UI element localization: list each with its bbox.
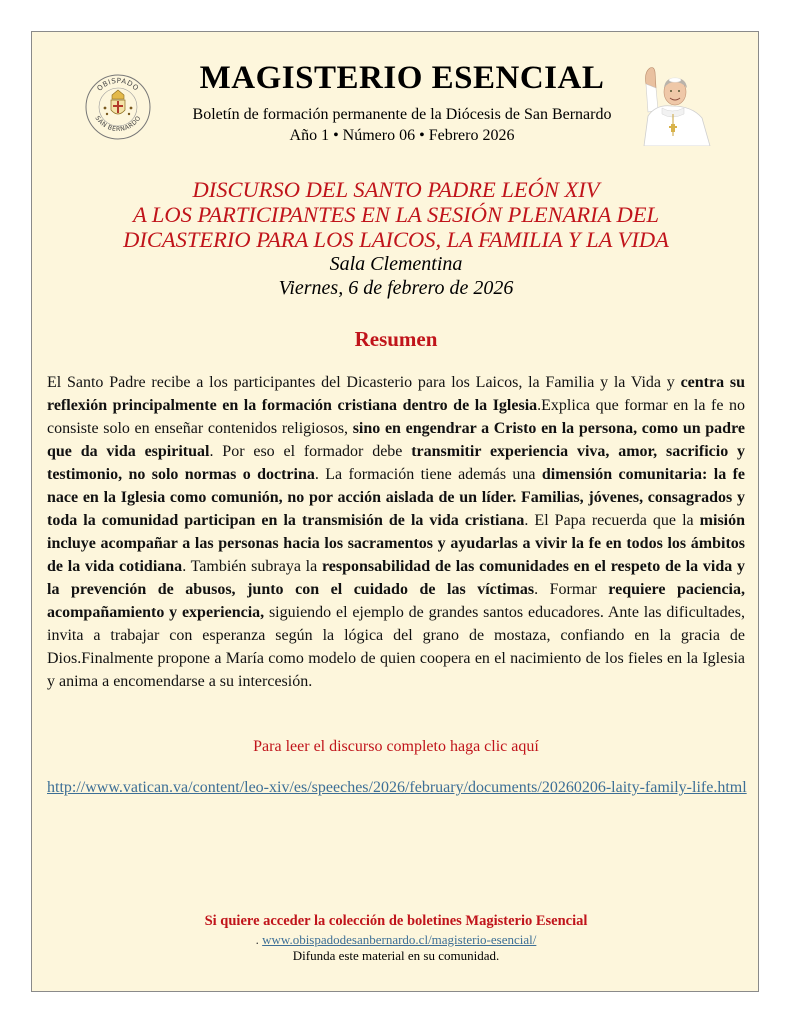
summary-segment: . También subraya la bbox=[182, 558, 322, 575]
summary-segment-bold: dimensión comunitaria: la fe nace en la Iglesia como comunión, no por acción aislada de un líder. Familias, jóvenes, consagrados y toda la comunidad participan en la transmisión de la vida cristiana bbox=[47, 466, 745, 529]
diocesan-seal-icon bbox=[85, 74, 151, 140]
seal-text-bottom: SAN BERNARDO bbox=[93, 114, 143, 134]
summary-heading: Resumen bbox=[354, 327, 438, 351]
discourse-venue: Sala Clementina bbox=[329, 253, 463, 275]
summary-segment-bold: centra su reflexión principalmente en la formación cristiana dentro de la Iglesia bbox=[47, 374, 746, 414]
summary-segment: El Santo Padre recibe a los participantes del Dicasterio para los Laicos, la Familia y la Vida y bbox=[47, 374, 681, 391]
summary-segment-bold: misión incluye acompañar a las personas hacia los sacramentos y ayudarlas a vivir la fe en todos los ámbitos de la vida cotidiana bbox=[47, 512, 746, 575]
bulletin-subtitle: Boletín de formación permanente de la Diócesis de San Bernardo bbox=[192, 106, 612, 123]
discourse-title-line-1: DISCURSO DEL SANTO PADRE LEÓN XIV bbox=[192, 177, 600, 202]
summary-segment-bold: sino en engendrar a Cristo en la persona, como un padre que da vida espiritual bbox=[47, 420, 745, 460]
summary-segment: siguiendo el ejemplo de grandes santos educadores. Ante las dificultades, invita a trabajar con esperanza según la lógica del grano de mostaza, confiando en la gracia de Dios.Finalmente propone a María como modelo de quien coopera en el nacimiento de los fieles en la Iglesia y anima a encomendarse a su intercesión. bbox=[47, 604, 745, 690]
collection-link-line bbox=[32, 932, 760, 948]
summary-paragraph bbox=[47, 371, 745, 693]
summary-segment: . La formación tiene además una bbox=[314, 466, 542, 483]
seal-text-top: OBISPADO bbox=[95, 76, 141, 93]
discourse-date: Viernes, 6 de febrero de 2026 bbox=[278, 277, 514, 299]
summary-segment: . Por eso el formador debe bbox=[209, 443, 412, 460]
collection-cta: Si quiere acceder la colección de boletines Magisterio Esencial bbox=[204, 913, 588, 929]
discourse-header bbox=[52, 177, 740, 300]
collection-url-link[interactable]: www.obispadodesanbernardo.cl/magisterio-esencial/ bbox=[262, 932, 537, 947]
discourse-title-line-2: A LOS PARTICIPANTES EN LA SESIÓN PLENARIA DEL bbox=[132, 202, 660, 227]
read-more-link[interactable]: Para leer el discurso completo haga clic aquí bbox=[253, 738, 539, 755]
summary-segment: . Formar bbox=[534, 581, 609, 598]
summary-segment-bold: responsabilidad de las comunidades en el respeto de la vida y la prevención de abusos, junto con el cuidado de las víctimas bbox=[47, 558, 746, 598]
summary-segment: .Explica que formar en la fe no consiste solo en enseñar contenidos religiosos, bbox=[47, 397, 746, 437]
discourse-title-line-3: DICASTERIO PARA LOS LAICOS, LA FAMILIA Y LA VIDA bbox=[123, 227, 669, 252]
summary-segment-bold: requiere paciencia, acompañamiento y experiencia, bbox=[47, 581, 745, 621]
collection-link-prefix: . bbox=[255, 932, 263, 947]
summary-segment: . El Papa recuerda que la bbox=[524, 512, 700, 529]
discourse-url-link[interactable]: http://www.vatican.va/content/leo-xiv/es/speeches/2026/february/documents/20260206-laity-family-life.html bbox=[47, 779, 747, 796]
bulletin-page bbox=[31, 31, 759, 992]
share-note: Difunda este material en su comunidad. bbox=[292, 948, 500, 963]
summary-segment-bold: transmitir experiencia viva, amor, sacrificio y testimonio, no solo normas o doctrina bbox=[47, 443, 746, 483]
pope-portrait-image bbox=[632, 62, 714, 146]
bulletin-issue: Año 1 • Número 06 • Febrero 2026 bbox=[289, 127, 515, 144]
bulletin-title: MAGISTERIO ESENCIAL bbox=[199, 60, 605, 96]
